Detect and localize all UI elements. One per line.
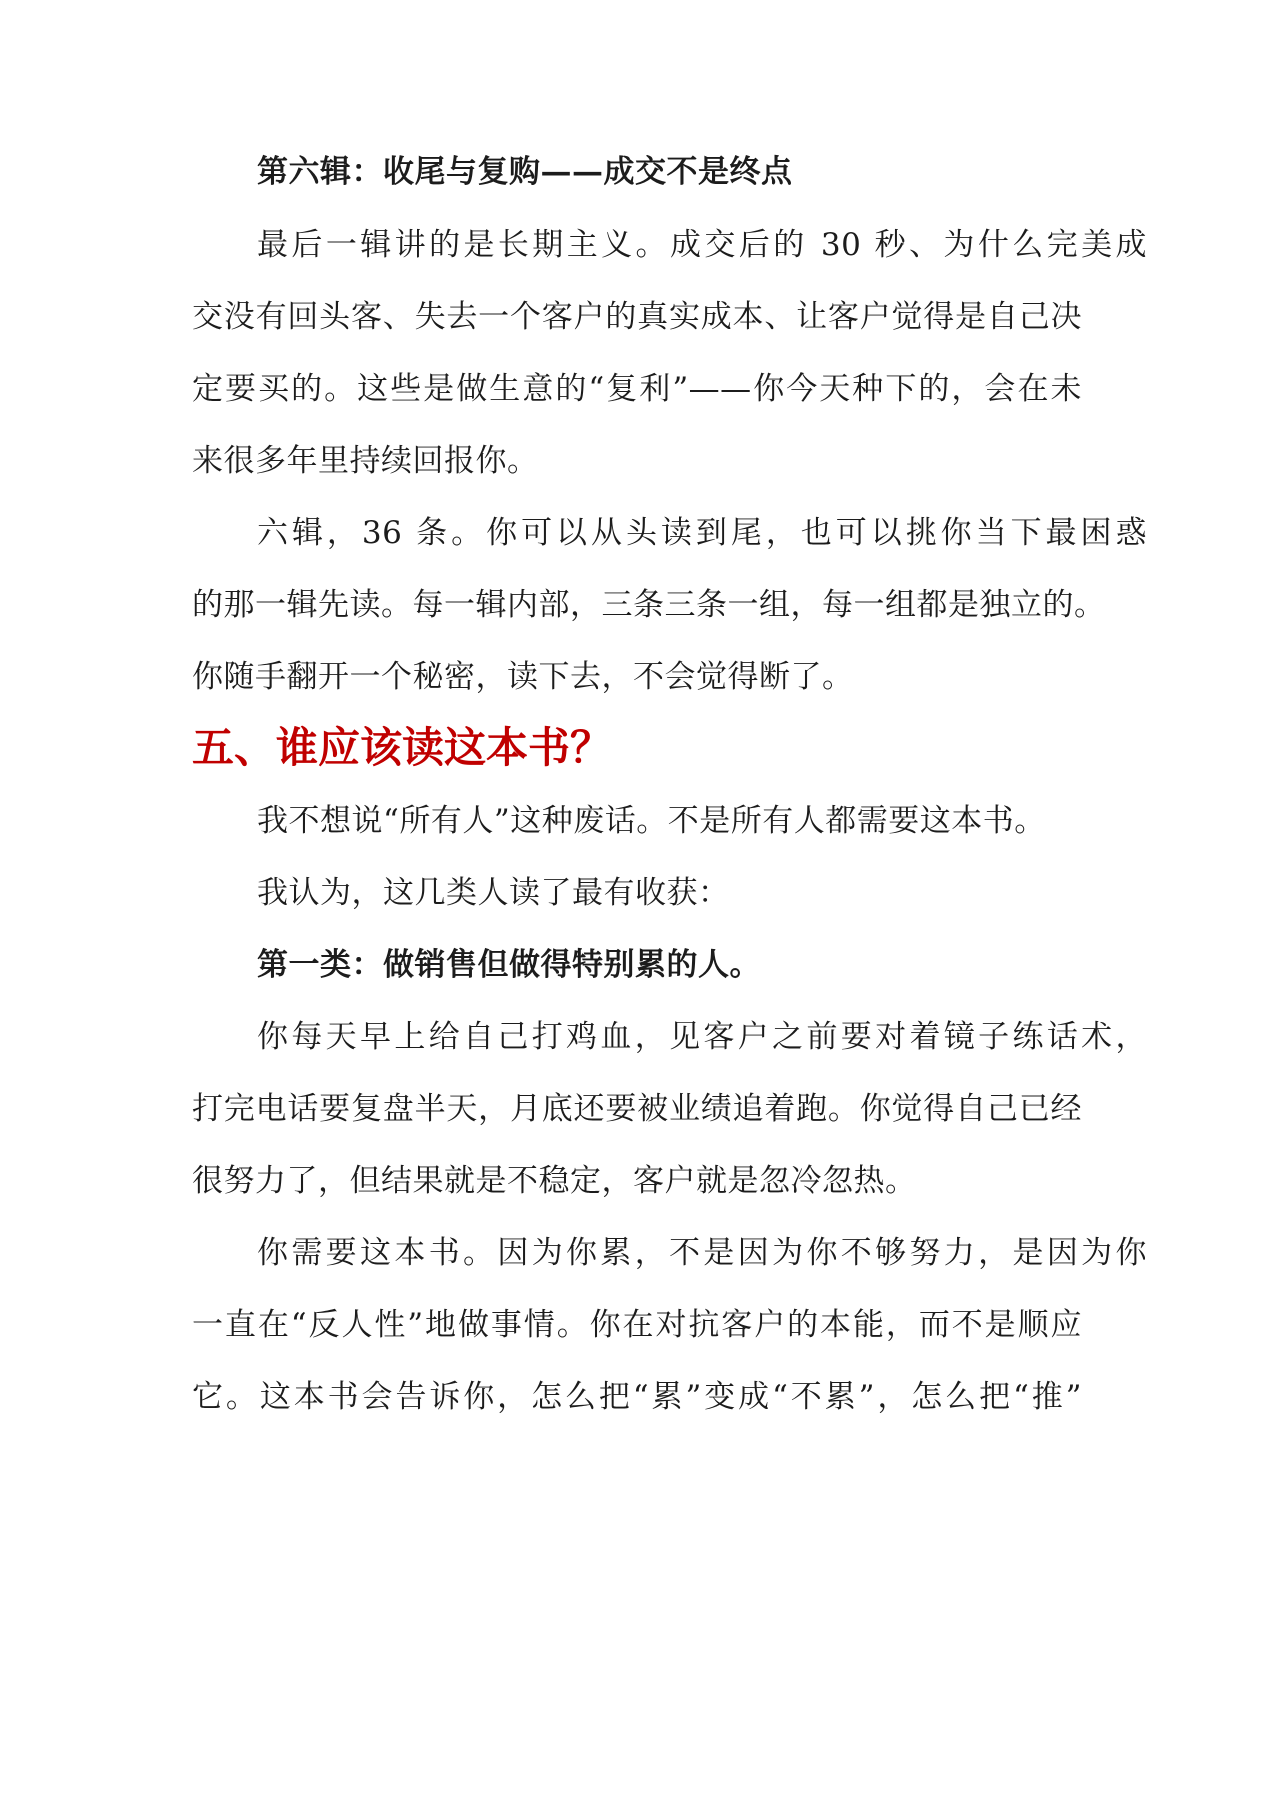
text-line: 一直在“反人性”地做事情。你在对抗客户的本能，而不是顺应 xyxy=(192,1307,1082,1343)
paragraph-not-everyone: 我不想说“所有人”这种废话。不是所有人都需要这本书。 xyxy=(257,803,1046,839)
paragraph-who-benefits: 我认为，这几类人读了最有收获： xyxy=(257,875,730,911)
category-title: 第一类：做销售但做得特别累的人。 xyxy=(257,947,761,983)
text-line: 打完电话要复盘半天，月底还要被业绩追着跑。你觉得自己已经 xyxy=(192,1091,1082,1127)
text-line: 最后一辑讲的是长期主义。成交后的 30 秒、为什么完美成 xyxy=(257,227,1147,263)
text-line: 你需要这本书。因为你累，不是因为你不够努力，是因为你 xyxy=(257,1235,1147,1271)
section-title: 第六辑：收尾与复购——成交不是终点 xyxy=(257,154,793,190)
text-line: 它。这本书会告诉你，怎么把“累”变成“不累”，怎么把“推” xyxy=(192,1379,1082,1415)
document-page xyxy=(192,0,1147,1800)
text-line: 你每天早上给自己打鸡血，见客户之前要对着镜子练话术， xyxy=(257,1019,1147,1055)
text-line: 定要买的。这些是做生意的“复利”——你今天种下的，会在未 xyxy=(192,371,1082,407)
section-heading: 五、谁应该读这本书？ xyxy=(192,723,613,772)
text-line: 的那一辑先读。每一辑内部，三条三条一组，每一组都是独立的。 xyxy=(192,587,1106,623)
text-line: 六辑，36 条。你可以从头读到尾，也可以挑你当下最困惑 xyxy=(257,515,1147,551)
text-line: 很努力了，但结果就是不稳定，客户就是忽冷忽热。 xyxy=(192,1163,917,1199)
text-line: 你随手翻开一个秘密，读下去，不会觉得断了。 xyxy=(192,659,854,695)
text-line: 来很多年里持续回报你。 xyxy=(192,443,539,479)
text-line: 交没有回头客、失去一个客户的真实成本、让客户觉得是自己决 xyxy=(192,299,1082,335)
